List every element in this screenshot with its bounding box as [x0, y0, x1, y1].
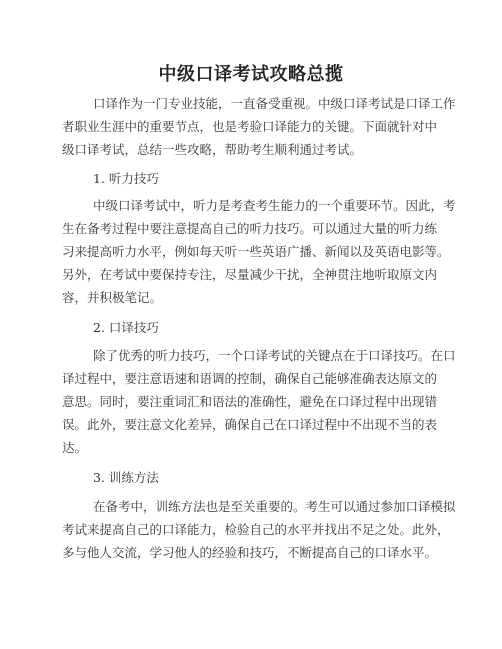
section-heading-interpreting: 2. 口译技巧 — [93, 320, 159, 335]
intro-line: 者职业生涯中的重要节点，也是考验口译能力的关键。下面就针对中 — [62, 119, 438, 134]
document-title: 中级口译考试攻略总揽 — [158, 64, 344, 85]
section-line: 误。此外，要注意文化差异，确保自己在口译过程中不出现不当的表 — [62, 417, 438, 432]
section-heading-listening: 1. 听力技巧 — [93, 171, 159, 186]
intro-line: 口译作为一门专业技能，一直备受重视。中级口译考试是口译工作 — [93, 96, 456, 111]
section-line: 除了优秀的听力技巧，一个口译考试的关键点在于口译技巧。在口 — [93, 348, 456, 363]
section-line: 容，并积极笔记。 — [62, 290, 163, 305]
section-line: 多与他人交流，学习他人的经验和技巧，不断提高自己的口译水平。 — [62, 545, 438, 560]
section-heading-training: 3. 训练方法 — [93, 470, 159, 485]
section-line: 生在备考过程中要注意提高自己的听力技巧。可以通过大量的听力练 — [62, 221, 438, 236]
section-line: 习来提高听力水平，例如每天听一些英语广播、新闻以及英语电影等。 — [62, 244, 450, 259]
section-line: 在备考中，训练方法也是至关重要的。考生可以通过参加口译模拟 — [93, 499, 456, 514]
section-line: 达。 — [62, 440, 88, 455]
intro-line: 级口译考试，总结一些攻略，帮助考生顺利通过考试。 — [62, 142, 363, 157]
section-line: 译过程中，要注意语速和语调的控制，确保自己能够准确表达原文的 — [62, 371, 438, 386]
section-line: 中级口译考试中，听力是考查考生能力的一个重要环节。因此，考 — [93, 198, 456, 213]
section-line: 意思。同时，要注重词汇和语法的准确性，避免在口译过程中出现错 — [62, 394, 438, 409]
section-line: 考试来提高自己的口译能力，检验自己的水平并找出不足之处。此外， — [62, 522, 450, 537]
section-line: 另外，在考试中要保持专注，尽量减少干扰，全神贯注地听取原文内 — [62, 267, 438, 282]
